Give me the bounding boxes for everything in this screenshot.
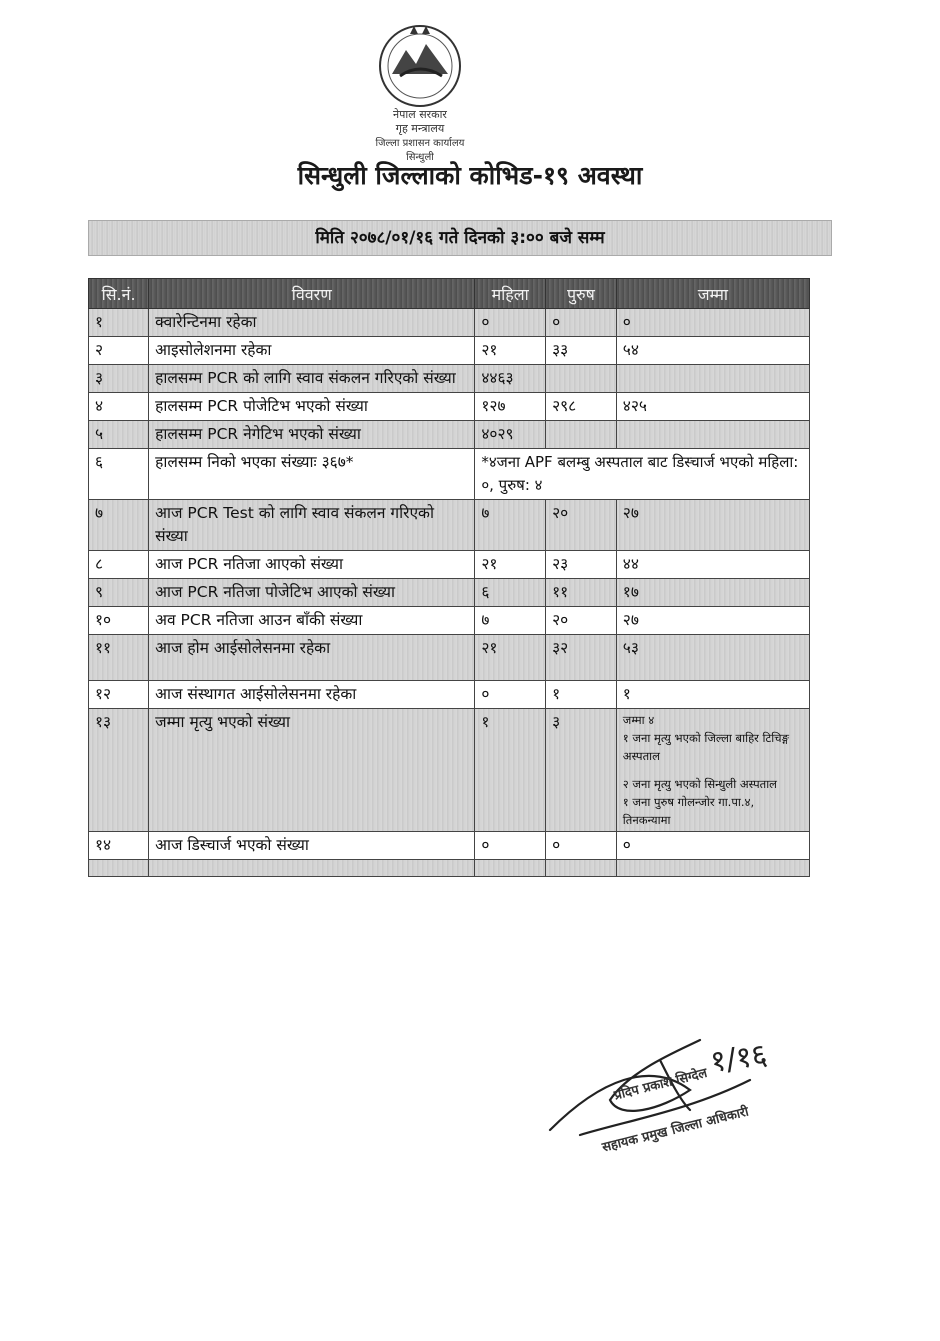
row-total: ० [616,832,809,860]
row-total: २७ [616,500,809,551]
row-sn: ५ [89,421,149,449]
row-desc: आज होम आईसोलेसनमा रहेका [149,635,475,681]
table-row [89,551,810,579]
table-row [89,365,810,393]
row-sn: १३ [89,709,149,832]
table-row [89,607,810,635]
row-male [546,421,617,449]
row-sn: ६ [89,449,149,500]
page-title: सिन्धुली जिल्लाको कोभिड-१९ अवस्था [297,161,643,190]
row-female: ७ [475,607,546,635]
row-male [546,365,617,393]
row-desc: हालसम्म निको भएका संख्याः ३६७* [149,449,475,500]
row-sn: १२ [89,681,149,709]
table-row [89,709,810,832]
row-sn: १ [89,309,149,337]
table-row [89,832,810,860]
row-desc: हालसम्म PCR नेगेटिभ भएको संख्या [149,421,475,449]
row-male: २० [546,500,617,551]
row-male: २० [546,607,617,635]
death-total-line: जम्मा ४ [622,713,655,727]
row-male: ३२ [546,635,617,681]
row-desc: जम्मा मृत्यु भएको संख्या [149,709,475,832]
row-female: २१ [475,635,546,681]
row-female: १२७ [475,393,546,421]
row-sn: ९ [89,579,149,607]
row-male: ३ [546,709,617,832]
col-header-male: पुरुष [546,279,617,309]
row-desc: आज डिस्चार्ज भएको संख्या [149,832,475,860]
row-sn: ७ [89,500,149,551]
row-sn: १४ [89,832,149,860]
signature-date: १/१६ [708,1037,770,1080]
date-line: मिति २०७८/०१/१६ गते दिनको ३:०० बजे सम्म [88,220,832,256]
row-total [616,421,809,449]
row-total: ० [616,309,809,337]
signatory-title: सहायक प्रमुख जिल्ला अधिकारी [600,1104,751,1156]
covid-status-table [88,278,810,877]
row-female: २१ [475,337,546,365]
table-row [89,337,810,365]
col-header-female: महिला [475,279,546,309]
table-row [89,500,810,551]
table-header-row [89,279,810,309]
seal-line2: गृह मन्त्रालय [395,122,445,135]
signatory-name: प्रदिप प्रकाश सिग्देल [612,1065,709,1104]
row-desc: आज PCR Test को लागि स्वाव संकलन गरिएको संख्या [149,500,475,551]
row-desc: आइसोलेशनमा रहेका [149,337,475,365]
table-footer-row [89,860,810,877]
row-male: १ [546,681,617,709]
row-desc: अव PCR नतिजा आउन बाँकी संख्या [149,607,475,635]
table-row [89,421,810,449]
row-total: १७ [616,579,809,607]
row-desc: आज संस्थागत आईसोलेसनमा रहेका [149,681,475,709]
row-sn: ८ [89,551,149,579]
row-desc: हालसम्म PCR पोजेटिभ भएको संख्या [149,393,475,421]
row-male: ० [546,832,617,860]
row-total: २७ [616,607,809,635]
seal-line3: जिल्ला प्रशासन कार्यालय [375,138,465,149]
row-total: ५४ [616,337,809,365]
row-desc: आज PCR नतिजा पोजेटिभ आएको संख्या [149,579,475,607]
row-female: ४४६३ [475,365,546,393]
seal-line1: नेपाल सरकार [393,108,447,121]
col-header-description: विवरण [149,279,475,309]
row-female: ४०२९ [475,421,546,449]
row-male: ० [546,309,617,337]
row-total-details [616,709,809,832]
row-female: ० [475,832,546,860]
col-header-sn: सि.नं. [89,279,149,309]
government-seal-logo [350,14,490,164]
row-female: ६ [475,579,546,607]
row-female: १ [475,709,546,832]
row-note: *४जना APF बलम्बु अस्पताल बाट डिस्चार्ज भएको महिला: ०, पुरुष: ४ [475,449,810,500]
death-detail-line: १ जना मृत्यु भएको जिल्ला बाहिर टिचिङ्ग अस्पताल [622,731,789,763]
row-female: २१ [475,551,546,579]
table-row [89,449,810,500]
table-row [89,635,810,681]
signature-mark [540,1020,840,1190]
row-male: ३३ [546,337,617,365]
row-female: ० [475,681,546,709]
row-male: २३ [546,551,617,579]
table-row [89,309,810,337]
seal-line4: सिन्धुली [406,152,434,163]
row-male: ११ [546,579,617,607]
death-detail-line: २ जना मृत्यु भएको सिन्धुली अस्पताल [622,777,777,791]
row-desc: आज PCR नतिजा आएको संख्या [149,551,475,579]
row-female: ७ [475,500,546,551]
table-row [89,579,810,607]
row-sn: ३ [89,365,149,393]
row-total: ५३ [616,635,809,681]
row-sn: ११ [89,635,149,681]
col-header-total: जम्मा [616,279,809,309]
row-desc: हालसम्म PCR को लागि स्वाव संकलन गरिएको संख्या [149,365,475,393]
row-total [616,365,809,393]
row-sn: २ [89,337,149,365]
row-total: १ [616,681,809,709]
row-total: ४२५ [616,393,809,421]
death-detail-line: १ जना पुरुष गोलन्जोर गा.पा.४, तिनकन्यामा [622,795,755,827]
table-row [89,393,810,421]
row-sn: ४ [89,393,149,421]
row-male: २९८ [546,393,617,421]
row-sn: १० [89,607,149,635]
table-row [89,681,810,709]
row-desc: क्वारेन्टिनमा रहेका [149,309,475,337]
row-total: ४४ [616,551,809,579]
row-female: ० [475,309,546,337]
